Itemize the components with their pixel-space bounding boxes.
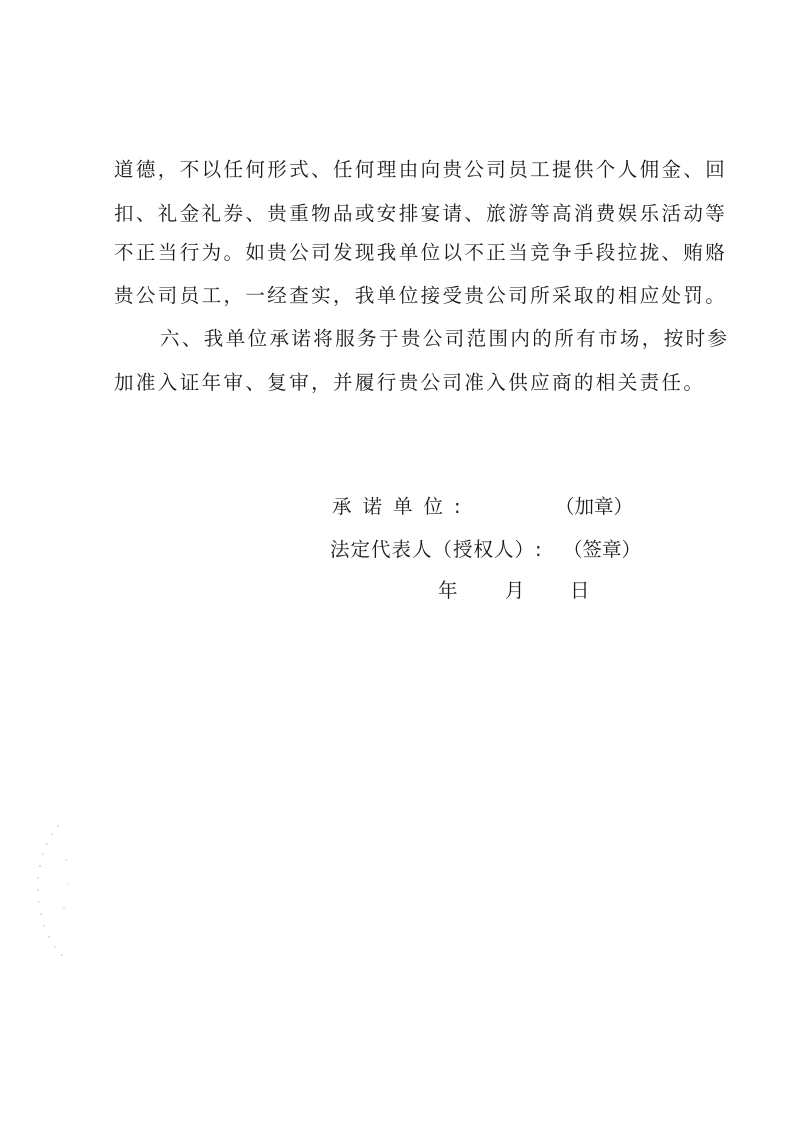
date-year-label: 年	[438, 579, 458, 602]
paragraph-line: 不正当行为。如贵公司发现我单位以不正当竞争手段拉拢、贿赂	[114, 241, 728, 264]
date-month-label: 月	[505, 579, 525, 602]
date-day-label: 日	[570, 579, 590, 602]
paragraph-line: 加准入证年审、复审，并履行贵公司准入供应商的相关责任。	[114, 371, 706, 394]
unit-seal-note: （加章）	[555, 495, 634, 518]
paragraph-line: 贵公司员工，一经查实，我单位接受贵公司所采取的相应处罚。	[114, 284, 728, 307]
representative-seal-note: （签章）	[563, 538, 642, 561]
paragraph-line: 扣、礼金礼券、贵重物品或安排宴请、旅游等高消费娱乐活动等	[114, 202, 728, 225]
commitment-unit-label: 承诺单位:	[332, 495, 472, 518]
legal-representative-label: 法定代表人（授权人）:	[330, 538, 543, 561]
faint-seal-edge-mark	[28, 820, 78, 960]
paragraph-line: 道德，不以任何形式、任何理由向贵公司员工提供个人佣金、回	[114, 158, 728, 181]
paragraph-line-item-six: 六、我单位承诺将服务于贵公司范围内的所有市场，按时参	[160, 327, 730, 350]
